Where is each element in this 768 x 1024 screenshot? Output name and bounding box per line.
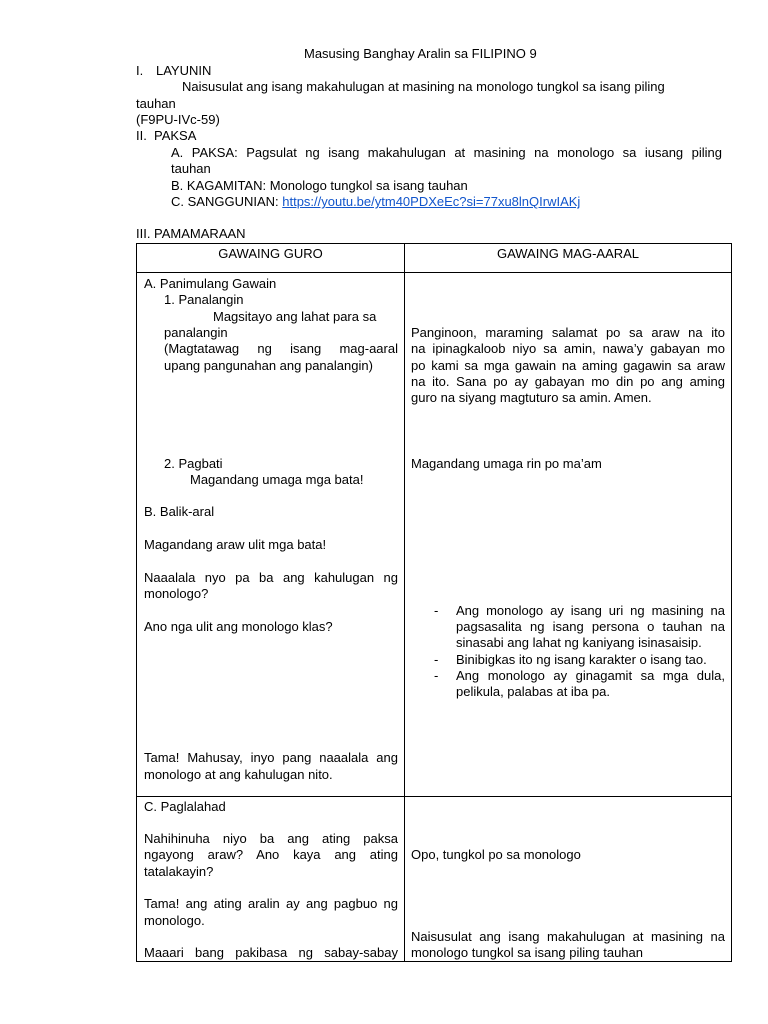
dash-bullet-3: -: [434, 668, 439, 683]
prayer-line-3: po kami sa mga gawain na aming gagawin sa araw: [411, 358, 725, 373]
paglalahad-line-2b: monologo.: [144, 913, 205, 928]
prayer-line-2: na ipinagkaloob niyo sa amin, nawa’y gabayan mo: [411, 341, 725, 356]
answer-1-line-1: Ang monologo ay isang uri ng masining na: [456, 603, 725, 618]
pagbati-reply: Magandang umaga rin po ma’am: [411, 456, 602, 471]
balik-aral-line-4b: monologo at ang kahulugan nito.: [144, 767, 333, 782]
paksa-line-2: tauhan: [171, 161, 211, 176]
balik-aral-line-4a: Tama! Mahusay, inyo pang naaalala ang: [144, 750, 398, 765]
item-pagbati: 2. Pagbati: [164, 456, 223, 471]
kagamitan: B. KAGAMITAN: Monologo tungkol sa isang tauhan: [171, 178, 468, 193]
objective-line-1: Naisusulat ang isang makahulugan at masining na monologo tungkol sa isang piling: [182, 79, 665, 94]
answer-2: Binibigkas ito ng isang karakter o isang tao.: [456, 652, 707, 667]
sanggunian: [171, 194, 580, 210]
section-1-number: I.: [136, 63, 144, 78]
table-row-a: [137, 273, 732, 797]
prayer-line-5: guro na siyang magtuturo sa amin. Amen.: [411, 390, 652, 405]
section-1-heading: LAYUNIN: [156, 63, 212, 78]
sanggunian-link[interactable]: https://youtu.be/ytm40PDXeEc?si=77xu8lnQIrwIAKj: [282, 194, 581, 209]
prayer-line-1: Panginoon, maraming salamat po sa araw na ito: [411, 325, 725, 340]
cell-a-guro: [137, 273, 405, 797]
balik-aral-line-1: Magandang araw ulit mga bata!: [144, 537, 327, 552]
paglalahad-line-3a: Maaari bang pakibasa ng sabay-sabay: [144, 945, 398, 960]
procedure-table: [136, 243, 732, 962]
balik-aral-line-3: Ano nga ulit ang monologo klas?: [144, 619, 333, 634]
section-2-heading: PAKSA: [154, 128, 197, 143]
header-guro: GAWAING GURO: [218, 246, 323, 261]
dash-bullet-1: -: [434, 603, 439, 618]
answer-1-line-3: sinasabi ang lahat ng kaniyang isinasaisip.: [456, 635, 702, 650]
paglalahad-line-1c: tatalakayin?: [144, 864, 214, 879]
dash-bullet-2: -: [434, 652, 439, 667]
table-row-c: [137, 797, 732, 962]
answer-1-line-2: pagsasalita ng isang persona o tauhan na: [456, 619, 725, 634]
paglalahad-reply-1: Opo, tungkol po sa monologo: [411, 847, 581, 862]
paglalahad-line-1a: Nahihinuha niyo ba ang ating paksa: [144, 831, 398, 846]
objective-line-2: tauhan: [136, 96, 176, 111]
panalangin-line-4: upang pangunahan ang panalangin): [164, 358, 373, 373]
section-2-number: II.: [136, 128, 147, 143]
cell-c-mag-aaral: [405, 797, 732, 962]
cell-a-mag-aaral: [405, 273, 732, 797]
heading-balik-aral: B. Balik-aral: [144, 504, 215, 519]
header-cell-mag-aaral: [405, 244, 732, 273]
panalangin-line-1: Magsitayo ang lahat para sa: [213, 309, 377, 324]
pagbati-line-1: Magandang umaga mga bata!: [190, 472, 364, 487]
heading-paglalahad: C. Paglalahad: [144, 799, 226, 814]
paglalahad-line-1b: ngayong araw? Ano kaya ang ating: [144, 847, 398, 862]
sanggunian-label: C. SANGGUNIAN:: [171, 194, 283, 209]
prayer-line-4: na ito. Sana po ay gabayan mo din po ang aming: [411, 374, 725, 389]
heading-panimulang-gawain: A. Panimulang Gawain: [144, 276, 277, 291]
balik-aral-line-2a: Naaalala nyo pa ba ang kahulugan ng: [144, 570, 398, 585]
cell-c-guro: [137, 797, 405, 962]
paglalahad-reply-2b: monologo tungkol sa isang piling tauhan: [411, 945, 644, 960]
header-cell-guro: [137, 244, 405, 273]
table-header-row: [137, 244, 732, 273]
item-panalangin: 1. Panalangin: [164, 292, 244, 307]
answer-3-line-2: pelikula, palabas at iba pa.: [456, 684, 610, 699]
document-title: Masusing Banghay Aralin sa FILIPINO 9: [304, 46, 537, 61]
header-mag-aaral: GAWAING MAG-AARAL: [496, 246, 640, 261]
paglalahad-line-2a: Tama! ang ating aralin ay ang pagbuo ng: [144, 896, 398, 911]
panalangin-line-2: panalangin: [164, 325, 228, 340]
paksa-line-1: A. PAKSA: Pagsulat ng isang makahulugan at masining na monologo sa iusang piling: [171, 145, 722, 160]
balik-aral-line-2b: monologo?: [144, 586, 209, 601]
paglalahad-reply-2a: Naisusulat ang isang makahulugan at masining na: [411, 929, 725, 944]
competency-code: (F9PU-IVc-59): [136, 112, 220, 127]
answer-3-line-1: Ang monologo ay ginagamit sa mga dula,: [456, 668, 725, 683]
panalangin-line-3: (Magtatawag ng isang mag-aaral: [164, 341, 398, 356]
section-3-heading: III. PAMAMARAAN: [136, 226, 246, 241]
